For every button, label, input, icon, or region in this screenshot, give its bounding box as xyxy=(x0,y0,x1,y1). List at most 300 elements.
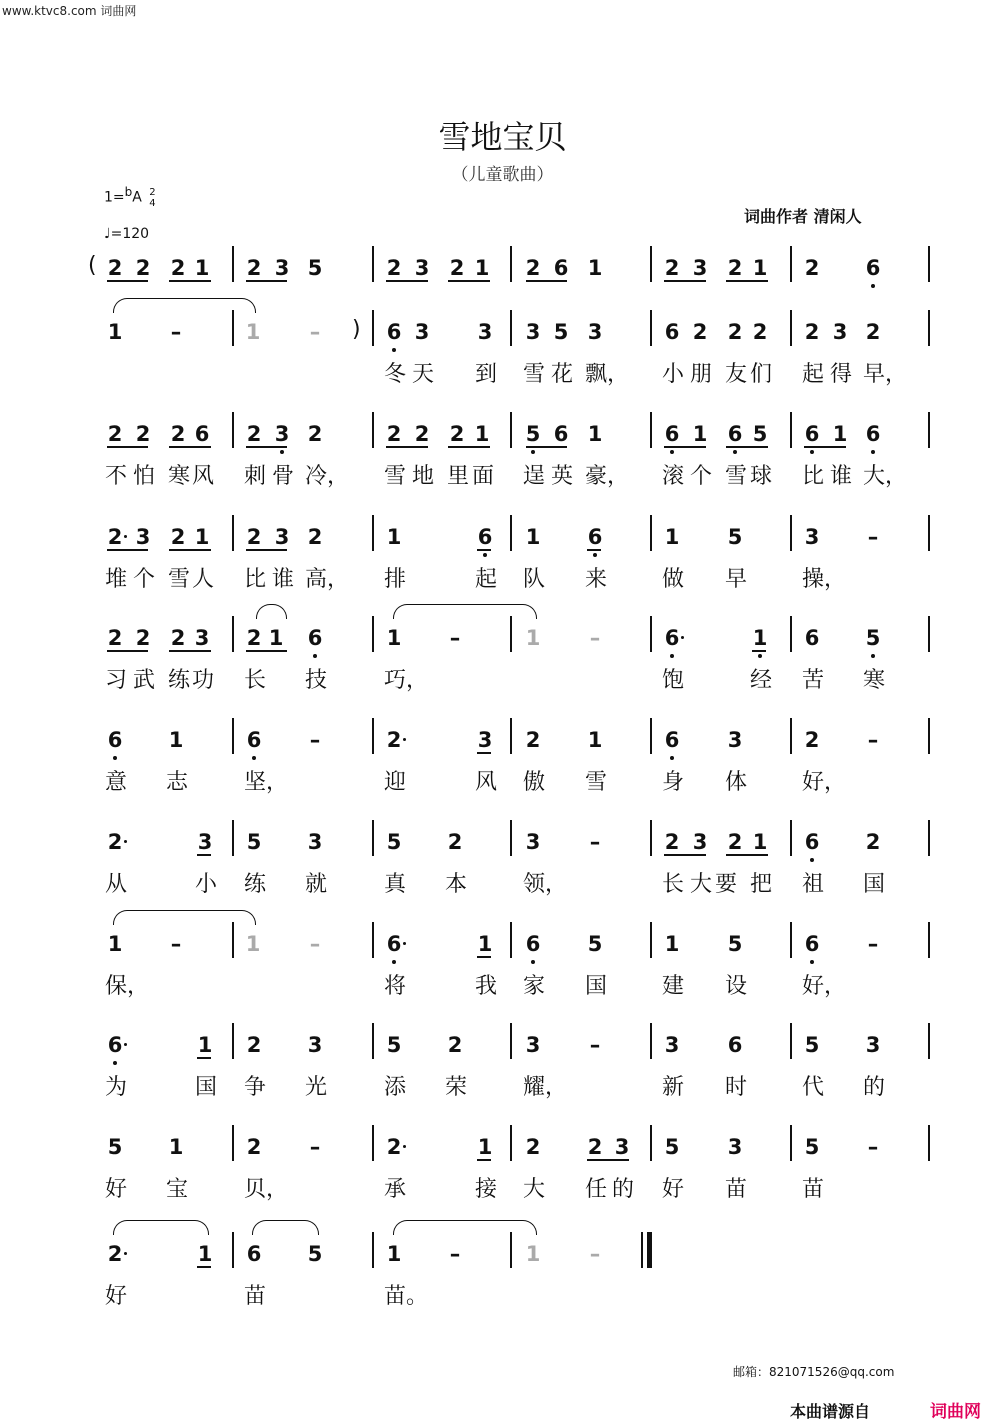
lyric-char: 承 xyxy=(384,1177,407,1202)
barline xyxy=(650,412,652,448)
note: 3 xyxy=(414,320,430,344)
note: 5 xyxy=(727,525,743,549)
barline xyxy=(928,1125,930,1161)
final-barline xyxy=(647,1232,652,1268)
dash-extension: – xyxy=(867,932,879,956)
site-watermark: www.ktvc8.com 词曲网 xyxy=(2,4,137,18)
augmentation-dot xyxy=(124,840,127,843)
lyric-char: 友 xyxy=(725,362,748,387)
note: 3 xyxy=(525,1033,541,1057)
lyric-char: 为 xyxy=(105,1075,128,1100)
barline xyxy=(790,616,792,652)
note: 1 xyxy=(197,1242,213,1266)
note: 6 xyxy=(194,422,210,446)
lyric-char: 滚 xyxy=(662,464,685,489)
low-octave-dot xyxy=(252,756,256,760)
dash-extension: – xyxy=(589,626,601,650)
lyric-char: 小 xyxy=(662,362,685,387)
barline xyxy=(790,310,792,346)
lyric-char: 骨 xyxy=(272,464,295,489)
note: 2 xyxy=(386,256,402,280)
eighth-underline xyxy=(477,549,491,551)
barline xyxy=(372,246,374,282)
eighth-underline xyxy=(197,1266,211,1268)
note: 5 xyxy=(865,626,881,650)
note: 5 xyxy=(307,1242,323,1266)
note: 6 xyxy=(107,728,123,752)
lyric-char: 家 xyxy=(523,974,546,999)
tempo-marking xyxy=(104,226,149,242)
song-title: 雪地宝贝 xyxy=(438,118,567,156)
low-octave-dot xyxy=(810,858,814,862)
note: 2 xyxy=(246,1135,262,1159)
lyric-char: 经 xyxy=(750,668,773,693)
dash-extension: – xyxy=(309,932,321,956)
barline xyxy=(372,310,374,346)
barline xyxy=(232,1232,234,1268)
barline xyxy=(641,1232,643,1268)
note: 1 xyxy=(832,422,848,446)
lyric-char: 起 xyxy=(802,362,825,387)
note: 2 xyxy=(865,320,881,344)
note: 1 xyxy=(525,1242,541,1266)
note: 6 xyxy=(727,1033,743,1057)
staff-row xyxy=(0,1236,1005,1336)
augmentation-dot xyxy=(681,636,684,639)
note: 2 xyxy=(246,525,262,549)
note: 1 xyxy=(525,626,541,650)
barline xyxy=(232,246,234,282)
note: 6 xyxy=(107,1033,123,1057)
eighth-underline xyxy=(804,446,846,448)
note: 1 xyxy=(664,525,680,549)
note: 2 xyxy=(587,1135,603,1159)
tie-arc xyxy=(393,1220,537,1235)
lyric-char: 贝， xyxy=(244,1177,289,1202)
note: 2 xyxy=(525,728,541,752)
note: 2 xyxy=(752,320,768,344)
note: 1 xyxy=(477,932,493,956)
barline xyxy=(650,246,652,282)
note: 1 xyxy=(692,422,708,446)
note: 2 xyxy=(449,422,465,446)
lyric-char: 我 xyxy=(475,974,498,999)
staff-row xyxy=(0,416,1005,516)
site-logo: 词曲网 xyxy=(930,1402,981,1422)
lyric-char: 天 xyxy=(412,362,435,387)
lyric-char: 飘， xyxy=(585,362,630,387)
note: 5 xyxy=(587,932,603,956)
note: 1 xyxy=(194,525,210,549)
note: 2 xyxy=(804,728,820,752)
low-octave-dot xyxy=(758,654,762,658)
barline xyxy=(372,616,374,652)
note: 2 xyxy=(107,830,123,854)
note: 3 xyxy=(692,256,708,280)
note: 5 xyxy=(307,256,323,280)
lyric-char: 将 xyxy=(384,974,407,999)
eighth-underline xyxy=(526,280,567,282)
augmentation-dot xyxy=(124,1252,127,1255)
note: 2 xyxy=(246,256,262,280)
note: 2 xyxy=(170,626,186,650)
lyric-char: 冷， xyxy=(305,464,350,489)
lyric-char: 祖 xyxy=(802,872,825,897)
low-octave-dot xyxy=(483,553,487,557)
note: 6 xyxy=(865,256,881,280)
eighth-underline xyxy=(107,446,148,448)
lyric-char: 坚， xyxy=(244,770,289,795)
barline xyxy=(650,616,652,652)
barline xyxy=(928,820,930,856)
lyric-char: 好 xyxy=(662,1177,685,1202)
lyric-char: 要 xyxy=(715,872,738,897)
lyric-char: 真 xyxy=(384,872,407,897)
low-octave-dot xyxy=(670,756,674,760)
lyric-char: 的 xyxy=(863,1075,886,1100)
barline xyxy=(790,1125,792,1161)
barline xyxy=(790,922,792,958)
lyric-char: 起 xyxy=(475,567,498,592)
lyric-char: 个 xyxy=(690,464,713,489)
eighth-underline xyxy=(664,280,706,282)
eighth-underline xyxy=(246,280,287,282)
barline xyxy=(650,1023,652,1059)
barline xyxy=(232,922,234,958)
lyric-char: 迎 xyxy=(384,770,407,795)
low-octave-dot xyxy=(531,450,535,454)
tie-arc xyxy=(113,910,256,925)
barline xyxy=(928,1023,930,1059)
song-subtitle: （儿童歌曲） xyxy=(451,165,554,185)
lyric-char: 个 xyxy=(133,567,156,592)
augmentation-dot xyxy=(403,1145,406,1148)
barline xyxy=(790,515,792,551)
lyric-char: 高， xyxy=(305,567,350,592)
note: 6 xyxy=(307,626,323,650)
eighth-underline xyxy=(169,650,211,652)
barline xyxy=(928,246,930,282)
note: 2 xyxy=(246,422,262,446)
lyric-char: 本 xyxy=(445,872,468,897)
lyric-char: 国 xyxy=(863,872,886,897)
eighth-underline xyxy=(477,1159,491,1161)
staff-row xyxy=(0,314,1005,414)
dash-extension: – xyxy=(170,932,182,956)
barline xyxy=(510,515,512,551)
note: 6 xyxy=(386,932,402,956)
email-note: 邮箱：821071526@qq.com xyxy=(733,1365,895,1379)
barline xyxy=(510,310,512,346)
note: 6 xyxy=(804,932,820,956)
eighth-underline xyxy=(197,1057,211,1059)
note: 3 xyxy=(525,320,541,344)
staff-row xyxy=(0,1129,1005,1229)
note: 2 xyxy=(135,422,151,446)
tie-arc xyxy=(113,298,256,313)
low-octave-dot xyxy=(810,450,814,454)
lyric-char: 耀， xyxy=(523,1075,568,1100)
augmentation-dot xyxy=(403,942,406,945)
barline xyxy=(650,820,652,856)
lyric-char: 光 xyxy=(305,1075,328,1100)
barline xyxy=(928,718,930,754)
lyric-char: 朋 xyxy=(690,362,713,387)
lyric-char: 把 xyxy=(750,872,773,897)
lyric-char: 设 xyxy=(725,974,748,999)
note: 3 xyxy=(664,1033,680,1057)
eighth-underline xyxy=(169,446,211,448)
lyric-char: 体 xyxy=(725,770,748,795)
low-octave-dot xyxy=(871,284,875,288)
lyric-char: 苗 xyxy=(725,1177,748,1202)
augmentation-dot xyxy=(403,738,406,741)
tie-arc xyxy=(252,1220,319,1235)
eighth-underline xyxy=(726,854,768,856)
lyric-char: 怕 xyxy=(133,464,156,489)
note: 3 xyxy=(274,422,290,446)
note: 2 xyxy=(692,320,708,344)
note: 6 xyxy=(664,422,680,446)
lyric-char: 花 xyxy=(551,362,574,387)
low-octave-dot xyxy=(113,1061,117,1065)
eighth-underline xyxy=(664,446,706,448)
note: 5 xyxy=(804,1135,820,1159)
eighth-underline xyxy=(246,446,287,448)
lyric-char: 得 xyxy=(830,362,853,387)
low-octave-dot xyxy=(113,756,117,760)
barline xyxy=(372,515,374,551)
note: 3 xyxy=(727,728,743,752)
low-octave-dot xyxy=(313,654,317,658)
lyric-char: 大 xyxy=(523,1177,546,1202)
lyric-char: 堆 xyxy=(105,567,128,592)
note: 1 xyxy=(477,1135,493,1159)
note: 1 xyxy=(386,626,402,650)
lyric-char: 争 xyxy=(244,1075,267,1100)
note: 1 xyxy=(245,320,261,344)
lyric-char: 操， xyxy=(802,567,847,592)
lyric-char: 添 xyxy=(384,1075,407,1100)
note: 2 xyxy=(386,422,402,446)
low-octave-dot xyxy=(810,960,814,964)
note: 3 xyxy=(614,1135,630,1159)
eighth-underline xyxy=(197,854,211,856)
note: 3 xyxy=(414,256,430,280)
note: 2 xyxy=(447,1033,463,1057)
note: 2 xyxy=(246,626,262,650)
barline xyxy=(372,718,374,754)
lyric-char: 里 xyxy=(447,464,470,489)
key-note: A xyxy=(132,189,142,206)
lyric-char: 风 xyxy=(475,770,498,795)
note: 1 xyxy=(245,932,261,956)
note: 1 xyxy=(587,256,603,280)
note: 6 xyxy=(553,422,569,446)
note: 5 xyxy=(386,1033,402,1057)
note: 1 xyxy=(197,1033,213,1057)
note: 1 xyxy=(664,932,680,956)
note: 1 xyxy=(386,525,402,549)
lyric-char: 饱 xyxy=(662,668,685,693)
time-top: 2 xyxy=(149,186,156,198)
barline xyxy=(510,1125,512,1161)
lyric-char: 接 xyxy=(475,1177,498,1202)
note: 3 xyxy=(307,1033,323,1057)
low-octave-dot xyxy=(392,960,396,964)
note: 2 xyxy=(107,626,123,650)
note: 2 xyxy=(386,728,402,752)
quarter-note-icon: ♩ xyxy=(104,226,111,242)
note: 2 xyxy=(525,1135,541,1159)
lyric-char: 练 xyxy=(168,668,191,693)
lyric-char: 地 xyxy=(412,464,435,489)
eighth-underline xyxy=(752,650,766,652)
note: 3 xyxy=(197,830,213,854)
barline xyxy=(232,718,234,754)
note: 6 xyxy=(804,626,820,650)
lyric-char: 谁 xyxy=(272,567,295,592)
key-prefix: 1= xyxy=(104,189,125,206)
lyric-char: 好 xyxy=(105,1177,128,1202)
note: 1 xyxy=(752,830,768,854)
staff-row xyxy=(0,620,1005,720)
note: 3 xyxy=(135,525,151,549)
note: 1 xyxy=(386,1242,402,1266)
barline xyxy=(232,1023,234,1059)
note: 2 xyxy=(727,830,743,854)
note: 3 xyxy=(525,830,541,854)
note: 2 xyxy=(865,830,881,854)
note: 6 xyxy=(664,626,680,650)
lyric-char: 早 xyxy=(725,567,748,592)
repeat-paren: ) xyxy=(352,317,361,342)
note: 5 xyxy=(752,422,768,446)
eighth-underline xyxy=(246,650,287,652)
low-octave-dot xyxy=(392,348,396,352)
eighth-underline xyxy=(448,446,490,448)
barline xyxy=(928,515,930,551)
eighth-underline xyxy=(664,854,706,856)
note: 1 xyxy=(168,728,184,752)
low-octave-dot xyxy=(871,654,875,658)
lyric-char: 好 xyxy=(105,1284,128,1309)
note: 6 xyxy=(246,728,262,752)
note: 3 xyxy=(587,320,603,344)
note: 2 xyxy=(447,830,463,854)
barline xyxy=(510,412,512,448)
note: 6 xyxy=(664,728,680,752)
note: 2 xyxy=(525,256,541,280)
note: 2 xyxy=(386,1135,402,1159)
note: 1 xyxy=(474,256,490,280)
dash-extension: – xyxy=(170,320,182,344)
lyric-char: 技 xyxy=(305,668,328,693)
barline xyxy=(232,820,234,856)
eighth-underline xyxy=(448,280,490,282)
augmentation-dot xyxy=(124,535,127,538)
lyric-char: 比 xyxy=(244,567,267,592)
note: 1 xyxy=(474,422,490,446)
lyric-char: 就 xyxy=(305,872,328,897)
lyric-char: 雪 xyxy=(523,362,546,387)
note: 2 xyxy=(664,830,680,854)
barline xyxy=(372,820,374,856)
lyric-char: 保， xyxy=(105,974,150,999)
lyric-char: 到 xyxy=(475,362,498,387)
barline xyxy=(650,922,652,958)
lyric-char: 志 xyxy=(166,770,189,795)
note: 3 xyxy=(692,830,708,854)
lyric-char: 傲 xyxy=(523,770,546,795)
barline xyxy=(650,718,652,754)
lyric-char: 巧， xyxy=(384,668,429,693)
barline xyxy=(928,310,930,346)
barline xyxy=(372,1023,374,1059)
note: 1 xyxy=(525,525,541,549)
lyric-char: 雪 xyxy=(585,770,608,795)
lyric-char: 苗。 xyxy=(384,1284,429,1309)
lyric-char: 小 xyxy=(195,872,218,897)
lyric-char: 英 xyxy=(551,464,574,489)
note: 5 xyxy=(804,1033,820,1057)
eighth-underline xyxy=(107,650,148,652)
low-octave-dot xyxy=(593,553,597,557)
lyric-char: 苗 xyxy=(244,1284,267,1309)
barline xyxy=(650,515,652,551)
note: 2 xyxy=(414,422,430,446)
staff-row xyxy=(0,1027,1005,1127)
lyric-char: 大 xyxy=(690,872,713,897)
note: 1 xyxy=(587,422,603,446)
lyric-char: 比 xyxy=(802,464,825,489)
lyric-char: 建 xyxy=(662,974,685,999)
lyric-char: 习 xyxy=(105,668,128,693)
note: 1 xyxy=(752,256,768,280)
eighth-underline xyxy=(477,956,491,958)
staff-row xyxy=(0,722,1005,822)
lyric-char: 不 xyxy=(105,464,128,489)
note: 1 xyxy=(107,932,123,956)
eighth-underline xyxy=(587,549,601,551)
lyric-char: 好， xyxy=(802,770,847,795)
dash-extension: – xyxy=(867,525,879,549)
lyric-char: 的 xyxy=(612,1177,635,1202)
note: 3 xyxy=(274,525,290,549)
note: 3 xyxy=(804,525,820,549)
note: 2 xyxy=(307,422,323,446)
lyric-char: 人 xyxy=(192,567,215,592)
note: 6 xyxy=(664,320,680,344)
barline xyxy=(372,922,374,958)
note: 6 xyxy=(804,830,820,854)
author-credit: 词曲作者 清闲人 xyxy=(744,207,862,226)
note: 3 xyxy=(832,320,848,344)
barline xyxy=(232,515,234,551)
dash-extension: – xyxy=(449,1242,461,1266)
time-signature xyxy=(149,187,155,209)
note: 2 xyxy=(804,320,820,344)
barline xyxy=(790,412,792,448)
lyric-char: 雪 xyxy=(168,567,191,592)
note: 5 xyxy=(386,830,402,854)
time-bottom: 4 xyxy=(149,197,156,209)
barline xyxy=(928,922,930,958)
lyric-char: 苦 xyxy=(802,668,825,693)
augmentation-dot xyxy=(124,1043,127,1046)
lyric-char: 大， xyxy=(863,464,908,489)
note: 1 xyxy=(168,1135,184,1159)
